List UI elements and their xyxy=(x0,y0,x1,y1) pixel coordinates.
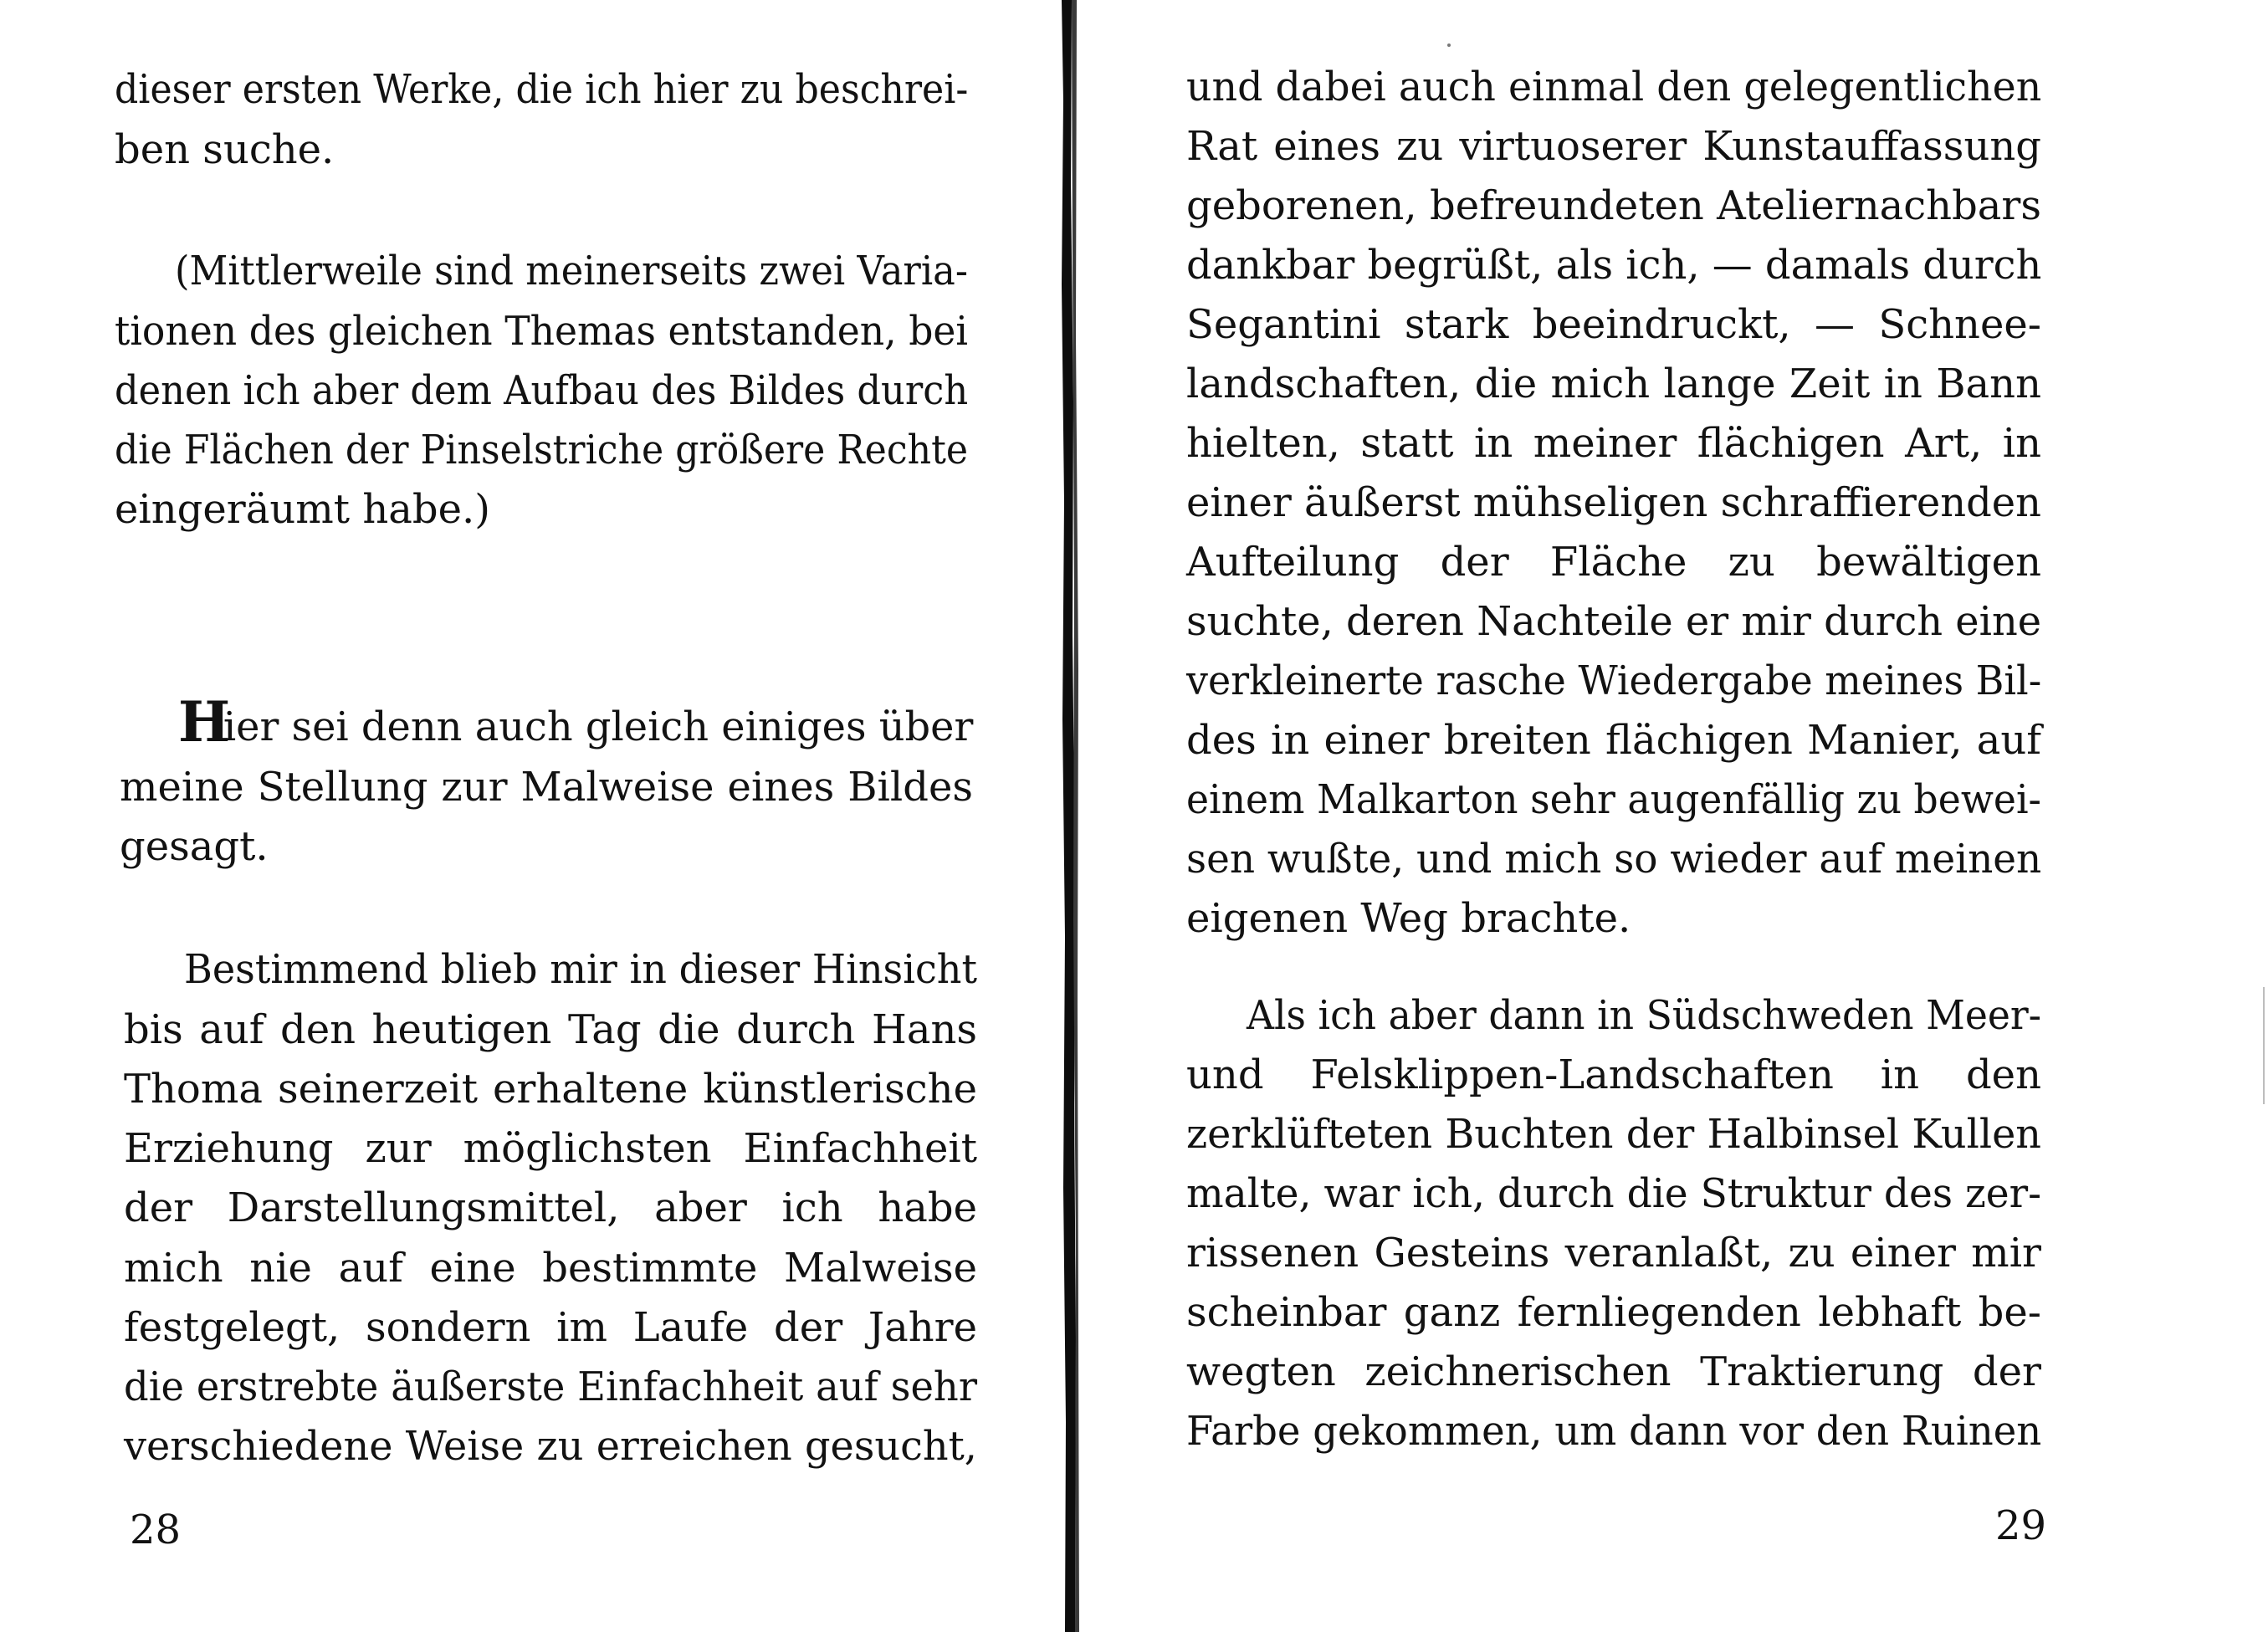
text-line: eigenen Weg brachte. xyxy=(1186,895,1631,942)
left-page xyxy=(0,0,1071,1632)
text-line: Rat eines zu virtuoserer Kunstauffassung xyxy=(1186,123,2041,170)
drop-cap: H xyxy=(178,689,231,755)
text-line: mich nie auf eine bestimmte Malweise xyxy=(124,1245,977,1292)
text-line: zerklüfteten Buchten der Halbinsel Kullen xyxy=(1186,1111,2041,1158)
text-line: (Mittlerweile sind meinerseits zwei Varia- xyxy=(175,248,968,294)
text-line: landschaften, die mich lange Zeit in Bann xyxy=(1186,361,2041,407)
text-line: dieser ersten Werke, die ich hier zu beschrei- xyxy=(115,66,969,113)
text-line: geborenen, befreundeten Ateliernachbars xyxy=(1186,182,2041,229)
text-line: Bestimmend blieb mir in dieser Hinsicht xyxy=(184,946,977,993)
text-line: dankbar begrüßt, als ich, — damals durch xyxy=(1186,242,2042,289)
text-line: wegten zeichnerischen Traktierung der xyxy=(1186,1348,2041,1395)
text-line: einem Malkarton sehr augenfällig zu bewei- xyxy=(1186,776,2041,823)
text-line: Als ich aber dann in Südschweden Meer- xyxy=(1247,992,2042,1039)
text-line: ben suche. xyxy=(115,126,335,173)
text-line: suchte, deren Nachteile er mir durch eine xyxy=(1186,598,2042,645)
text-line: eingeräumt habe.) xyxy=(115,486,490,533)
text-line: des in einer breiten flächigen Manier, auf xyxy=(1186,717,2041,764)
right-page xyxy=(1088,0,2268,1632)
text-line: festgelegt, sondern im Laufe der Jahre xyxy=(124,1304,977,1351)
text-line: Aufteilung der Fläche zu bewältigen xyxy=(1186,539,2041,586)
text-line-content: ier sei denn auch gleich einiges über xyxy=(223,703,974,750)
text-line: die erstrebte äußerste Einfachheit auf sehr xyxy=(124,1363,977,1410)
page-number: 28 xyxy=(130,1507,182,1553)
text-line: die Flächen der Pinselstriche größere Rechte xyxy=(115,427,969,473)
page-edge-mark xyxy=(2263,987,2265,1104)
text-line: scheinbar ganz fernliegenden lebhaft be- xyxy=(1186,1289,2041,1336)
text-line: Erziehung zur möglichsten Einfachheit xyxy=(124,1125,977,1172)
text-line: malte, war ich, durch die Struktur des zer- xyxy=(1186,1170,2042,1217)
text-line: Thoma seinerzeit erhaltene künstlerische xyxy=(124,1066,977,1113)
text-line: Farbe gekommen, um dann vor den Ruinen xyxy=(1186,1408,2042,1455)
text-line: meine Stellung zur Malweise eines Bildes xyxy=(120,764,973,811)
text-line: tionen des gleichen Themas entstanden, bei xyxy=(115,308,968,355)
text-line: der Darstellungsmittel, aber ich habe xyxy=(124,1184,977,1231)
text-line: verkleinerte rasche Wiedergabe meines Bil- xyxy=(1186,657,2042,704)
text-line: denen ich aber dem Aufbau des Bildes durch xyxy=(115,367,969,414)
text-line: bis auf den heutigen Tag die durch Hans xyxy=(124,1006,977,1053)
text-line: sen wußte, und mich so wieder auf meinen xyxy=(1186,836,2042,883)
text-line: verschiedene Weise zu erreichen gesucht, xyxy=(124,1423,977,1470)
page-number: 29 xyxy=(1995,1502,2047,1549)
text-line: und dabei auch einmal den gelegentlichen xyxy=(1186,64,2042,110)
print-speck xyxy=(1447,43,1451,47)
text-line: Segantini stark beeindruckt, — Schnee- xyxy=(1186,301,2041,348)
text-line: einer äußerst mühseligen schraffierenden xyxy=(1186,479,2041,526)
text-line xyxy=(178,689,974,755)
text-line: gesagt. xyxy=(120,823,269,870)
text-line: und Felsklippen-Landschaften in den xyxy=(1186,1051,2041,1098)
text-line: hielten, statt in meiner flächigen Art, in xyxy=(1186,420,2041,467)
text-line: rissenen Gesteins veranlaßt, zu einer mir xyxy=(1186,1230,2041,1276)
